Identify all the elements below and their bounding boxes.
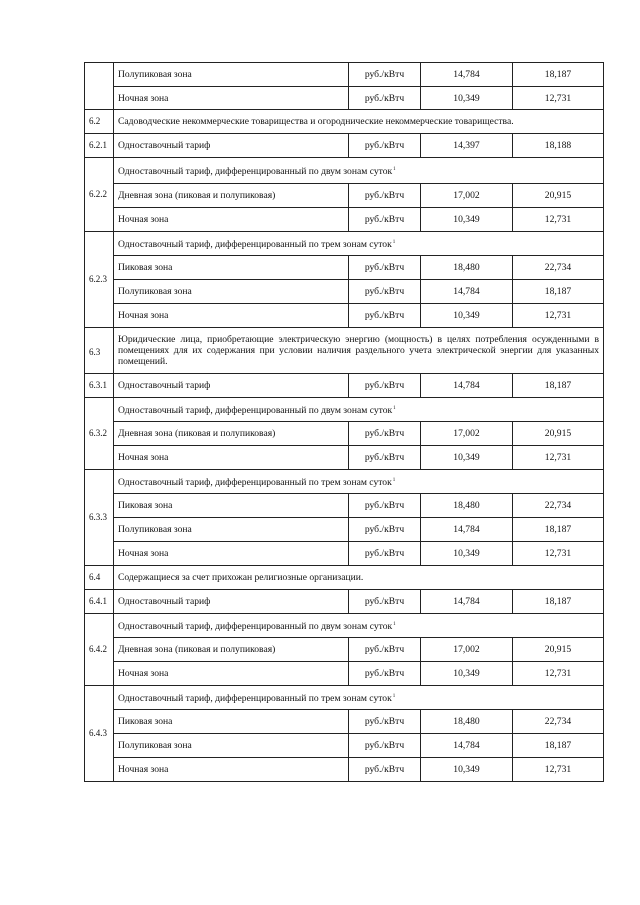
zone-label: Ночная зона [114,304,349,328]
unit-cell: руб./кВтч [349,518,421,542]
value-cell: 20,915 [513,184,604,208]
table-row [85,184,604,208]
footnote-ref: 1 [393,622,396,627]
row-number: 6.3.2 [85,398,114,470]
table-row [85,63,604,87]
section-row [85,566,604,590]
value-cell: 10,349 [421,542,513,566]
unit-cell: руб./кВтч [349,304,421,328]
unit-cell: руб./кВтч [349,734,421,758]
table-row [85,304,604,328]
table-row [85,87,604,110]
zone-label: Дневная зона (пиковая и полупиковая) [114,422,349,446]
value-cell: 18,480 [421,710,513,734]
section-row [85,110,604,134]
footnote-ref: 1 [393,406,396,411]
unit-cell: руб./кВтч [349,134,421,158]
value-cell: 18,480 [421,256,513,280]
value-cell: 14,784 [421,63,513,87]
footnote-ref: 1 [393,167,396,172]
zone-label: Ночная зона [114,208,349,232]
row-number: 6.2 [85,110,114,134]
zone-label: Дневная зона (пиковая и полупиковая) [114,184,349,208]
value-cell: 18,188 [513,134,604,158]
table-row [85,638,604,662]
value-cell: 14,784 [421,590,513,614]
value-cell: 14,397 [421,134,513,158]
value-cell: 20,915 [513,422,604,446]
zone-label: Пиковая зона [114,256,349,280]
tariff-label [114,614,604,638]
zone-label: Ночная зона [114,758,349,782]
table-row [85,374,604,398]
row-number: 6.3.3 [85,470,114,566]
value-cell: 12,731 [513,446,604,470]
table-row [85,208,604,232]
tariff-label-text: Одноставочный тариф, дифференцированный по трем зонам суток [118,477,392,488]
value-cell: 18,187 [513,63,604,87]
table-row [85,398,604,422]
zone-label: Полупиковая зона [114,63,349,87]
tariff-label [114,232,604,256]
value-cell: 18,480 [421,494,513,518]
row-number: 6.2.2 [85,158,114,232]
value-cell: 22,734 [513,710,604,734]
zone-label: Пиковая зона [114,494,349,518]
unit-cell: руб./кВтч [349,446,421,470]
unit-cell: руб./кВтч [349,374,421,398]
value-cell: 22,734 [513,494,604,518]
unit-cell: руб./кВтч [349,758,421,782]
tariff-label: Одноставочный тариф [114,374,349,398]
value-cell: 20,915 [513,638,604,662]
value-cell: 10,349 [421,304,513,328]
tariff-table [84,62,604,782]
zone-label: Пиковая зона [114,710,349,734]
table-row [85,662,604,686]
unit-cell: руб./кВтч [349,638,421,662]
table-row [85,280,604,304]
footnote-ref: 1 [392,240,396,245]
table-row [85,734,604,758]
value-cell: 17,002 [421,638,513,662]
value-cell: 14,784 [421,374,513,398]
value-cell: 18,187 [513,374,604,398]
section-row [85,328,604,374]
section-title: Содержащиеся за счет прихожан религиозные организации. [114,566,604,590]
zone-label: Ночная зона [114,662,349,686]
zone-label: Полупиковая зона [114,280,349,304]
tariff-label-text: Одноставочный тариф, дифференцированный по двум зонам суток [118,405,393,416]
value-cell: 12,731 [513,542,604,566]
value-cell: 18,187 [513,734,604,758]
unit-cell: руб./кВтч [349,184,421,208]
unit-cell: руб./кВтч [349,590,421,614]
unit-cell: руб./кВтч [349,542,421,566]
zone-label: Ночная зона [114,446,349,470]
value-cell: 12,731 [513,208,604,232]
tariff-label [114,470,604,494]
zone-label: Полупиковая зона [114,518,349,542]
table-row [85,446,604,470]
value-cell: 12,731 [513,87,604,110]
zone-label: Ночная зона [114,87,349,110]
table-row [85,614,604,638]
unit-cell: руб./кВтч [349,256,421,280]
zone-label: Полупиковая зона [114,734,349,758]
row-number: 6.3 [85,328,114,374]
table-row [85,590,604,614]
section-title: Юридические лица, приобретающие электрическую энергию (мощность) в целях потребления осужденными в помещениях для их содержания при условии наличия раздельного учета электрической энергии для указанных помещений. [114,328,604,374]
table-row [85,758,604,782]
row-number: 6.4 [85,566,114,590]
table-row [85,422,604,446]
unit-cell: руб./кВтч [349,63,421,87]
tariff-label: Одноставочный тариф [114,134,349,158]
zone-label: Ночная зона [114,542,349,566]
unit-cell: руб./кВтч [349,208,421,232]
value-cell: 22,734 [513,256,604,280]
value-cell: 12,731 [513,758,604,782]
footnote-ref: 1 [392,478,396,483]
row-number: 6.4.2 [85,614,114,686]
row-number: 6.4.1 [85,590,114,614]
table-row [85,542,604,566]
table-row [85,232,604,256]
value-cell: 18,187 [513,518,604,542]
unit-cell: руб./кВтч [349,662,421,686]
row-number [85,63,114,110]
value-cell: 10,349 [421,87,513,110]
tariff-label: Одноставочный тариф [114,590,349,614]
value-cell: 18,187 [513,280,604,304]
value-cell: 10,349 [421,446,513,470]
tariff-label-text: Одноставочный тариф, дифференцированный по трем зонам суток [118,693,392,704]
value-cell: 10,349 [421,208,513,232]
table-row [85,494,604,518]
table-row [85,470,604,494]
table-row [85,134,604,158]
value-cell: 14,784 [421,518,513,542]
tariff-label-text: Одноставочный тариф, дифференцированный по трем зонам суток [118,239,392,250]
value-cell: 17,002 [421,184,513,208]
tariff-label [114,158,604,184]
unit-cell: руб./кВтч [349,494,421,518]
table-row [85,518,604,542]
row-number: 6.3.1 [85,374,114,398]
value-cell: 14,784 [421,280,513,304]
value-cell: 10,349 [421,758,513,782]
value-cell: 18,187 [513,590,604,614]
footnote-ref: 1 [392,694,396,699]
table-row [85,710,604,734]
unit-cell: руб./кВтч [349,710,421,734]
section-title: Садоводческие некоммерческие товарищества и огороднические некоммерческие товарищества. [114,110,604,134]
value-cell: 12,731 [513,662,604,686]
tariff-label-text: Одноставочный тариф, дифференцированный по двум зонам суток [118,621,393,632]
unit-cell: руб./кВтч [349,422,421,446]
value-cell: 12,731 [513,304,604,328]
row-number: 6.2.1 [85,134,114,158]
tariff-label [114,686,604,710]
value-cell: 14,784 [421,734,513,758]
table-row [85,686,604,710]
table-row [85,158,604,184]
value-cell: 10,349 [421,662,513,686]
unit-cell: руб./кВтч [349,280,421,304]
tariff-label-text: Одноставочный тариф, дифференцированный по двум зонам суток [118,166,393,177]
table-row [85,256,604,280]
tariff-label [114,398,604,422]
row-number: 6.4.3 [85,686,114,782]
row-number: 6.2.3 [85,232,114,328]
unit-cell: руб./кВтч [349,87,421,110]
zone-label: Дневная зона (пиковая и полупиковая) [114,638,349,662]
value-cell: 17,002 [421,422,513,446]
